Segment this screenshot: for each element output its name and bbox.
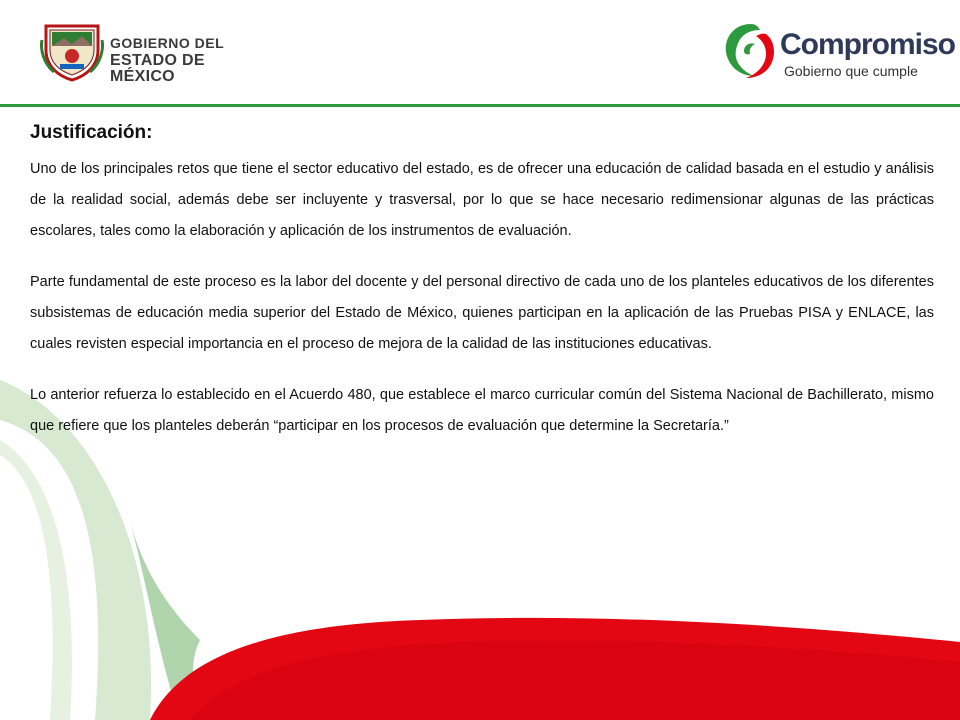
compromiso-logo [722, 16, 956, 86]
paragraph-3: Lo anterior refuerza lo establecido en el Acuerdo 480, que establece el marco curricular común del Sistema Nacional de Bachillerato, mismo que refiere que los planteles deberán “participar en los procesos de evaluación que determine la Secretaría.” [30, 387, 934, 434]
paragraph-2: Parte fundamental de este proceso es la labor del docente y del personal directivo de cada uno de los planteles educativos de los diferentes subsistemas de educación media superior del Estado de México, quienes participan en la aplicación de las Pruebas PISA y ENLACE, las cuales revisten especial importancia en el proceso de mejora de la calidad de las instituciones educativas. [30, 274, 934, 352]
tricolor-swirl-icon [722, 20, 780, 82]
compromiso-name: Compromiso [780, 28, 956, 61]
left-logo-line1: GOBIERNO DEL [110, 35, 225, 51]
state-coat-of-arms-icon [40, 20, 104, 84]
light-green-arc-outer [0, 440, 72, 720]
paragraph-1: Uno de los principales retos que tiene el sector educativo del estado, es de ofrecer una educación de calidad basada en el estudio y análisis de la realidad social, además debe ser incluyente y trasversal, por lo que se hace necesario redimensionar algunas de las prácticas escolares, tales como la elaboración y aplicación de los instrumentos de evaluación. [30, 161, 934, 239]
gobierno-estado-mexico-logo [36, 14, 264, 86]
content [30, 122, 934, 462]
header [0, 0, 960, 108]
left-logo-line2: ESTADO DE MÉXICO [110, 52, 205, 85]
compromiso-tagline: Gobierno que cumple [784, 63, 918, 79]
section-title: Justificación: [30, 122, 153, 143]
left-logo-text [110, 36, 264, 85]
